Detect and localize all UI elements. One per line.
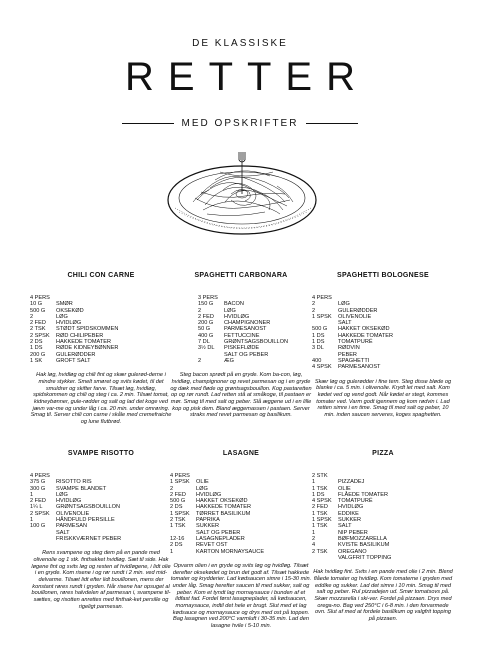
- ingredient-list: [30, 479, 172, 542]
- ingredient-name: FLÅEDE TOMATER: [338, 491, 389, 498]
- ingredient-qty: 200 G: [198, 320, 214, 327]
- ingredient-qty: [30, 536, 56, 542]
- ingredient-name: PARMESAN: [56, 523, 87, 530]
- ingredient-name: CHAMPIGNONER: [224, 320, 271, 327]
- ingredient-name: GULERØDDER: [338, 307, 378, 314]
- method-text: Hak hvidløg fint. Svits i en pande med olie i 2 min. Blend flåede tomater og hvidløg. Kom tomaterne i gryden med eddike og sukker. Lad det simre i 10 min. Smag til med salt og peber. Rul pizzadejen ud. Smør tomatsovs på. Skær mozzarella i ski-ver. Fordel på pizzaen. Drys med orega-no. Bag ved 250°C i 6-8 min. i den forvarmede ovn. Slut af med at fordele basilikum og valgfrit topping på pizzaen.: [313, 569, 453, 623]
- ingredient-name: LASAGNEPLADER: [196, 535, 245, 542]
- ingredient-qty: 1: [312, 529, 316, 536]
- ingredient-name: REVET OST: [196, 542, 228, 549]
- ingredient-name: PEBER: [338, 351, 357, 358]
- ingredient-qty: 1: [30, 517, 34, 524]
- ingredient-qty: 12-16: [170, 535, 185, 542]
- ingredient-name: HAKKET OKSEKØD: [338, 326, 390, 333]
- ingredient-qty: 1 DS: [312, 332, 325, 339]
- ingredient-name: HAKKEDE TOMATER: [196, 504, 252, 511]
- ingredient-name: OREGANO: [338, 548, 367, 555]
- ingredient-row: [30, 536, 172, 542]
- divider-left: [122, 123, 174, 124]
- spaghetti-plate-illustration: [165, 150, 320, 245]
- ingredient-qty: 100 G: [30, 523, 46, 530]
- ingredient-name: HVIDLØG: [56, 498, 82, 505]
- ingredient-name: PIZZADEJ: [338, 479, 365, 486]
- recipe-pizza: [312, 450, 454, 623]
- ingredient-name: PARMESANOST: [338, 364, 381, 371]
- ingredient-name: BACON: [224, 301, 244, 308]
- ingredient-qty: 300 G: [30, 485, 46, 492]
- method-text: Opvarm olien i en gryde og svits løg og hvidløg. Tilsæt derefter oksekødet og brun det godt af. Tilsæt hakkede tomater og krydderier. Lad kødsaucen simre i 15-30 min. under låg. Smag herefter saucen til med sukker, salt og peber. Kom et tyndt lag mornaysauce i bunden af et ildfast fad. Fordel først lasagneplader, så kødsaucen, mornaysauce, indtil det hele er brugt. Slut med et lag kødsauce og mornaysauce og drys med ost på toppen. Bag lasagnen ved 200°C varmluft i 30-35 min. Lad den lasagne hvile i 5-10 min.: [170, 562, 312, 630]
- ingredient-name: SALT: [56, 529, 70, 536]
- servings: 3 PERS: [198, 295, 218, 301]
- ingredient-qty: 2 TSK: [170, 517, 186, 524]
- ingredient-name: LØG: [56, 313, 68, 320]
- ingredient-qty: 2: [312, 535, 316, 542]
- ingredient-name: GULERØDDER: [56, 351, 96, 358]
- ingredient-qty: 150 G: [198, 301, 214, 308]
- ingredient-name: ÆG: [224, 357, 234, 364]
- ingredient-name: GROFT SALT: [56, 357, 91, 364]
- ingredient-name: PARMESANOST: [224, 326, 267, 333]
- ingredient-qty: 1 SPSK: [312, 313, 332, 320]
- method-text: Hak løg, hvidløg og chili fint og skær gulerød-derne i mindre stykker. Smelt smøret og svits kødet, til det smuldrer og skifter farve. Tilsæt løg, hvidløg, spidskommen og chili og steg i ca. 2 min. Tilsæt tomat, kidneybønner, gule-rødder og salt og lad det koge ved jævn var-me og under låg i ca. 20 min. under omrøring. Smag til. Server chili con carne i skåle med cremefraiche og lune flutbrød.: [30, 372, 172, 426]
- ingredient-name: SALT OG PEBER: [224, 351, 269, 358]
- ingredient-name: RISOTTO RIS: [56, 479, 92, 486]
- ingredient-qty: 2 DS: [170, 504, 183, 511]
- ingredient-qty: 1 SK: [30, 357, 43, 364]
- ingredient-name: HÅNDFULD PERSILLE: [56, 517, 115, 524]
- ingredient-name: NIP PEBER: [338, 529, 368, 536]
- ingredient-name: FRISKKVÆRNET PEBER: [56, 535, 122, 542]
- ingredient-qty: 1 TSK: [312, 510, 328, 517]
- ingredient-qty: 1 DS: [30, 345, 43, 352]
- ingredient-name: SALT OG PEBER: [196, 529, 241, 536]
- ingredient-list: [198, 301, 312, 364]
- ingredient-name: OLIE: [338, 485, 351, 492]
- ingredient-qty: 1¼ L: [30, 504, 43, 511]
- ingredient-qty: 2 SPSK: [30, 510, 50, 517]
- ingredient-row: [198, 358, 312, 364]
- ingredient-name: SVAMPE BLANDET: [56, 485, 107, 492]
- subtitle: [0, 118, 480, 129]
- ingredient-qty: 7 DL: [198, 339, 210, 346]
- ingredient-list: [312, 301, 454, 370]
- recipe-title: CHILI CON CARNE: [67, 272, 135, 279]
- recipe-title: SVAMPE RISOTTO: [67, 450, 135, 457]
- ingredient-row: [170, 549, 312, 555]
- recipe-spaghetti-carbonara: [170, 272, 312, 419]
- recipe-title: SPAGHETTI BOLOGNESE: [337, 272, 429, 279]
- ingredient-row: [30, 358, 172, 364]
- ingredient-name: VALGFRIT TOPPING: [338, 554, 392, 561]
- subtitle-text: MED OPSKRIFTER: [181, 118, 299, 129]
- ingredient-qty: 200 G: [30, 351, 46, 358]
- ingredient-qty: 3 DL: [312, 345, 324, 352]
- ingredient-name: OLIE: [196, 479, 209, 486]
- ingredient-qty: 375 G: [30, 479, 46, 486]
- servings: 4 PERS: [170, 473, 190, 479]
- recipe-chili-con-carne: [30, 272, 172, 426]
- ingredient-name: STØDT SPIDSKOMMEN: [56, 326, 119, 333]
- ingredient-name: OKSEKØD: [56, 307, 84, 314]
- ingredient-qty: 2: [312, 301, 316, 308]
- ingredient-name: PAPRIKA: [196, 517, 220, 524]
- ingredient-name: TOMATPURÉ: [338, 339, 373, 346]
- ingredient-name: SUKKER: [196, 523, 220, 530]
- ingredient-qty: 2 TSK: [312, 548, 328, 555]
- ingredient-qty: 2 FED: [30, 320, 46, 327]
- method-text: Skær løg og gulerødder i fine tern. Steg disse bløde og blanke i ca. 5 min. i olivenolie. Krydt let med salt. Kom kødet ved og vend godt. Når kødet er stegt, kommes tomater ved. Varm godt igennem og kom rødvin i. Lad retten simre i en time. Smag til med salt og peber, 10 min. inden saucen serveres, koges spaghetten.: [314, 378, 452, 419]
- ingredient-qty: 1: [170, 548, 174, 555]
- ingredient-name: SALT: [338, 320, 352, 327]
- ingredient-name: HVIDLØG: [224, 313, 250, 320]
- ingredient-qty: 4 SPSK: [312, 498, 332, 505]
- ingredient-qty: 2 FED: [312, 504, 328, 511]
- ingredient-qty: 2 FED: [198, 313, 214, 320]
- ingredient-list: [170, 479, 312, 555]
- ingredient-qty: 1 SPSK: [170, 510, 190, 517]
- ingredient-qty: 1: [312, 479, 316, 486]
- ingredient-row: [312, 555, 454, 561]
- ingredient-name: HAKKEDE TOMATER: [338, 332, 394, 339]
- ingredient-name: HVIDLØG: [338, 504, 364, 511]
- ingredient-name: KVISTE BASILIKUM: [338, 542, 390, 549]
- ingredient-list: [312, 479, 454, 561]
- ingredient-qty: 2: [30, 313, 34, 320]
- servings: 4 PERS: [30, 473, 50, 479]
- ingredient-name: OLIVENOLIE: [338, 313, 372, 320]
- ingredient-name: RØDVIN: [338, 345, 360, 352]
- ingredient-qty: 1: [30, 491, 34, 498]
- ingredient-qty: 2 SPSK: [30, 332, 50, 339]
- ingredient-name: LØG: [338, 301, 350, 308]
- ingredient-qty: 4: [312, 542, 316, 549]
- servings: 2 STK: [312, 473, 328, 479]
- ingredient-qty: 2 DS: [170, 542, 183, 549]
- recipe-title: LASAGNE: [222, 450, 260, 457]
- ingredient-qty: 1 TSK: [170, 523, 186, 530]
- recipe-spaghetti-bolognese: [312, 272, 454, 419]
- ingredient-qty: 1 SPSK: [170, 479, 190, 486]
- ingredient-qty: 3½ DL: [198, 345, 215, 352]
- ingredient-list: [30, 301, 172, 364]
- ingredient-qty: 10 G: [30, 301, 43, 308]
- ingredient-name: TØRRET BASILIKUM: [196, 510, 251, 517]
- ingredient-name: HAKKET OKSEKØD: [196, 498, 248, 505]
- ingredient-qty: 2: [312, 307, 316, 314]
- ingredient-qty: 2 TSK: [30, 326, 46, 333]
- ingredient-name: HVIDLØG: [196, 491, 222, 498]
- ingredient-qty: 1 TSK: [312, 485, 328, 492]
- ingredient-qty: 2: [198, 307, 202, 314]
- ingredient-name: SUKKER: [338, 517, 362, 524]
- recipe-title: SPAGHETTI CARBONARA: [194, 272, 288, 279]
- recipe-title: PIZZA: [372, 450, 394, 457]
- ingredient-name: LØG: [56, 491, 68, 498]
- ingredient-row: [312, 364, 454, 370]
- ingredient-name: RØDE KIDNEYBØNNER: [56, 345, 119, 352]
- ingredient-name: SALT: [338, 523, 352, 530]
- ingredient-qty: 1 TSK: [312, 523, 328, 530]
- ingredient-qty: 400 G: [198, 332, 214, 339]
- ingredient-name: FETTUCCINE: [224, 332, 260, 339]
- ingredient-name: BØFMOZZARELLA: [338, 535, 387, 542]
- ingredient-name: HVIDLØG: [56, 320, 82, 327]
- ingredient-qty: 4 SPSK: [312, 364, 332, 371]
- ingredient-name: LØG: [196, 485, 208, 492]
- servings: 4 PERS: [312, 295, 332, 301]
- ingredient-name: SPAGHETTI: [338, 357, 370, 364]
- ingredient-qty: 1 DS: [312, 339, 325, 346]
- ingredient-name: LØG: [224, 307, 236, 314]
- recipe-lasagne: [170, 450, 312, 630]
- ingredient-qty: 50 G: [198, 326, 211, 333]
- page-title: RETTER: [125, 55, 369, 99]
- ingredient-name: PISKEFLØDE: [224, 345, 260, 352]
- ingredient-qty: 2: [170, 485, 174, 492]
- ingredient-qty: [312, 555, 338, 561]
- ingredient-name: EDDIKE: [338, 510, 359, 517]
- pretitle: DE KLASSISKE: [192, 38, 288, 49]
- ingredient-qty: 500 G: [170, 498, 186, 505]
- ingredient-name: HAKKEDE TOMATER: [56, 339, 112, 346]
- method-text: Steg bacon sprødt på en gryde. Kom ba-con, løg, hvidløg, champignoner og revet parmesan og i en gryde og dæk med fløde og grøntsagsbouillon. Kog pastaretten op og rør rundt. Lad retten stå at småkoge, til pastaen er mør. Smag til med salt og peber. Slå æggene ud i en lille kop og pisk dem. Bland æggemassen i pastaen. Server straks med revet parmesan og basilikum.: [170, 372, 312, 419]
- ingredient-qty: 1 SPSK: [312, 517, 332, 524]
- ingredient-qty: 500 G: [30, 307, 46, 314]
- ingredient-name: KARTON MORNAYSAUCE: [196, 548, 265, 555]
- ingredient-qty: 2 FED: [170, 491, 186, 498]
- ingredient-qty: 2 DS: [30, 339, 43, 346]
- ingredient-qty: 2: [198, 357, 202, 364]
- ingredient-name: TOMATPURÉ: [338, 498, 373, 505]
- divider-right: [306, 123, 358, 124]
- ingredient-qty: 500 G: [312, 326, 328, 333]
- recipe-svampe-risotto: [30, 450, 172, 611]
- ingredient-name: SMØR: [56, 301, 73, 308]
- ingredient-name: RØD CHILIPEBER: [56, 332, 104, 339]
- ingredient-qty: 400: [312, 357, 322, 364]
- ingredient-qty: 1 DS: [312, 491, 325, 498]
- ingredient-name: GRØNTSAGSBOUILLON: [56, 504, 121, 511]
- method-text: Rens svampene og steg dem på en pande med olivenolie og 1 stk. finthakket hvidløg. Sæt til side. Hak løgene fint og svits løg og resten af hvidløgene, i lidt olie i en gryde. Kom risene i og rør rundt i 2 min. ved mid-delvarme. Tilsæt lidt efter lidt bouillonen, mens der konstant røres rundt i gryden. Når risene har opsuget al bouillonen, røres halvdelen af parmesan i, svampene til-sættes, og risotten anrettes med finthak-ket persille og rigeligt parmesan.: [31, 550, 171, 610]
- servings: 4 PERS: [30, 295, 50, 301]
- ingredient-name: GRØNTSAGSBOUILLON: [224, 339, 289, 346]
- ingredient-name: OLIVENOLIE: [56, 510, 90, 517]
- ingredient-qty: 2 FED: [30, 498, 46, 505]
